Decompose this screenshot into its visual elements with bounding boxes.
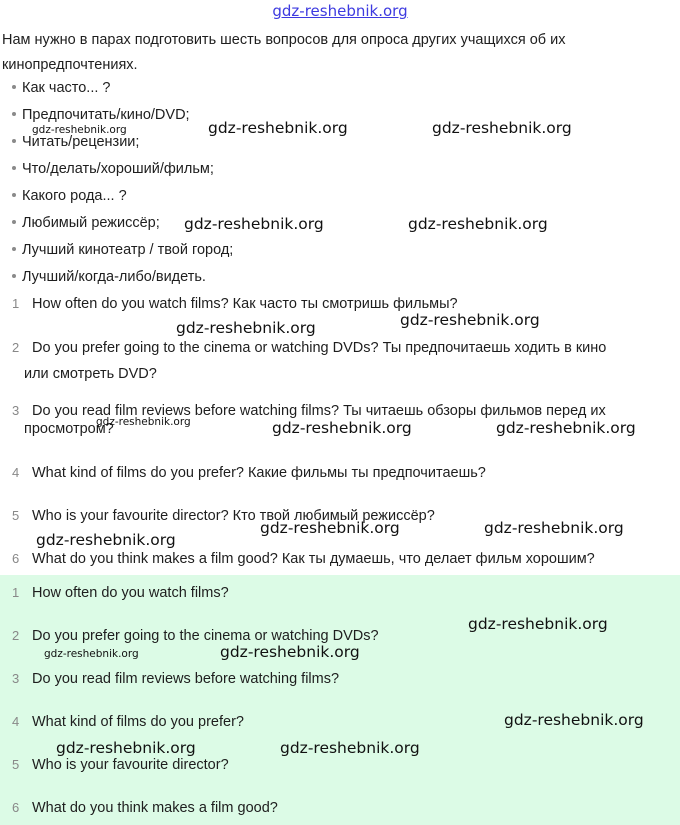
answer-text: What kind of films do you prefer? [32, 714, 244, 730]
answer-number: 2 [12, 628, 20, 643]
bullet-item: Лучший кинотеатр / твой город; [12, 240, 233, 260]
question-text: Do you read film reviews before watching films? Ты читаешь обзоры фильмов перед их [32, 403, 606, 419]
bullet-dot-icon [12, 85, 16, 89]
answer-text: Do you read film reviews before watching films? [32, 671, 340, 687]
bullet-item: Что/делать/хороший/фильм; [12, 159, 214, 179]
answer-item [12, 669, 672, 689]
bullet-item: Любимый режиссёр; [12, 213, 160, 233]
question-item [12, 337, 678, 385]
answer-text: What do you think makes a film good? [32, 800, 278, 816]
answer-number: 6 [12, 800, 20, 815]
watermark: gdz-reshebnik.org [272, 419, 412, 437]
answer-item [12, 583, 672, 603]
watermark: gdz-reshebnik.org [44, 648, 139, 660]
bullet-dot-icon [12, 139, 16, 143]
question-text-continued: просмотром? [24, 421, 114, 437]
watermark: gdz-reshebnik.org [56, 739, 196, 757]
bullet-item: Как часто... ? [12, 78, 110, 98]
bullet-item: Лучший/когда-либо/видеть. [12, 267, 206, 287]
bullet-dot-icon [12, 112, 16, 116]
bullet-dot-icon [12, 220, 16, 224]
answer-number: 4 [12, 714, 20, 729]
bullet-item: Предпочитать/кино/DVD; [12, 105, 190, 125]
question-number: 3 [12, 403, 20, 418]
question-text: Who is your favourite director? Кто твой любимый режиссёр? [32, 508, 435, 524]
watermark: gdz-reshebnik.org [280, 739, 420, 757]
watermark: gdz-reshebnik.org [484, 519, 624, 537]
watermark: gdz-reshebnik.org [36, 531, 176, 549]
question-number: 6 [12, 551, 20, 566]
bullet-dot-icon [12, 247, 16, 251]
question-number: 2 [12, 340, 20, 355]
question-item [12, 548, 678, 570]
watermark: gdz-reshebnik.org [504, 711, 644, 729]
answer-text: How often do you watch films? [32, 585, 229, 601]
answer-number: 3 [12, 671, 20, 686]
answer-number: 5 [12, 757, 20, 772]
watermark: gdz-reshebnik.org [208, 119, 348, 137]
question-number: 4 [12, 465, 20, 480]
answer-text: Who is your favourite director? [32, 757, 229, 773]
question-item [12, 293, 678, 315]
bullet-dot-icon [12, 166, 16, 170]
question-text: What kind of films do you prefer? Какие фильмы ты предпочитаешь? [32, 465, 486, 481]
answer-item [12, 798, 672, 818]
watermark: gdz-reshebnik.org [96, 416, 191, 428]
watermark: gdz-reshebnik.org [496, 419, 636, 437]
watermark: gdz-reshebnik.org [176, 319, 316, 337]
answer-number: 1 [12, 585, 20, 600]
answer-item [12, 755, 672, 775]
question-text: Do you prefer going to the cinema or watching DVDs? Ты предпочитаешь ходить в кино [32, 340, 607, 356]
question-text: How often do you watch films? Как часто ты смотришь фильмы? [32, 296, 458, 312]
watermark: gdz-reshebnik.org [260, 519, 400, 537]
watermark: gdz-reshebnik.org [408, 215, 548, 233]
watermark: gdz-reshebnik.org [432, 119, 572, 137]
bullet-dot-icon [12, 193, 16, 197]
bullet-dot-icon [12, 274, 16, 278]
question-text-continued: или смотреть DVD? [24, 366, 157, 382]
intro-text: Нам нужно в парах подготовить шесть вопросов для опроса других учащихся об их кинопредпочтениях. [2, 32, 566, 73]
watermark: gdz-reshebnik.org [32, 124, 127, 136]
watermark: gdz-reshebnik.org [468, 615, 608, 633]
watermark: gdz-reshebnik.org [184, 215, 324, 233]
answer-text: Do you prefer going to the cinema or watching DVDs? [32, 628, 379, 644]
question-item [12, 462, 678, 484]
question-number: 5 [12, 508, 20, 523]
watermark: gdz-reshebnik.org [400, 311, 540, 329]
question-number: 1 [12, 296, 20, 311]
question-text: What do you think makes a film good? Как ты думаешь, что делает фильм хорошим? [32, 551, 595, 567]
watermark: gdz-reshebnik.org [220, 643, 360, 661]
answer-block [0, 575, 680, 825]
bullet-item: Читать/рецензии; [12, 132, 139, 152]
bullet-item: Какого рода... ? [12, 186, 127, 206]
site-title[interactable]: gdz-reshebnik.org [272, 2, 408, 20]
